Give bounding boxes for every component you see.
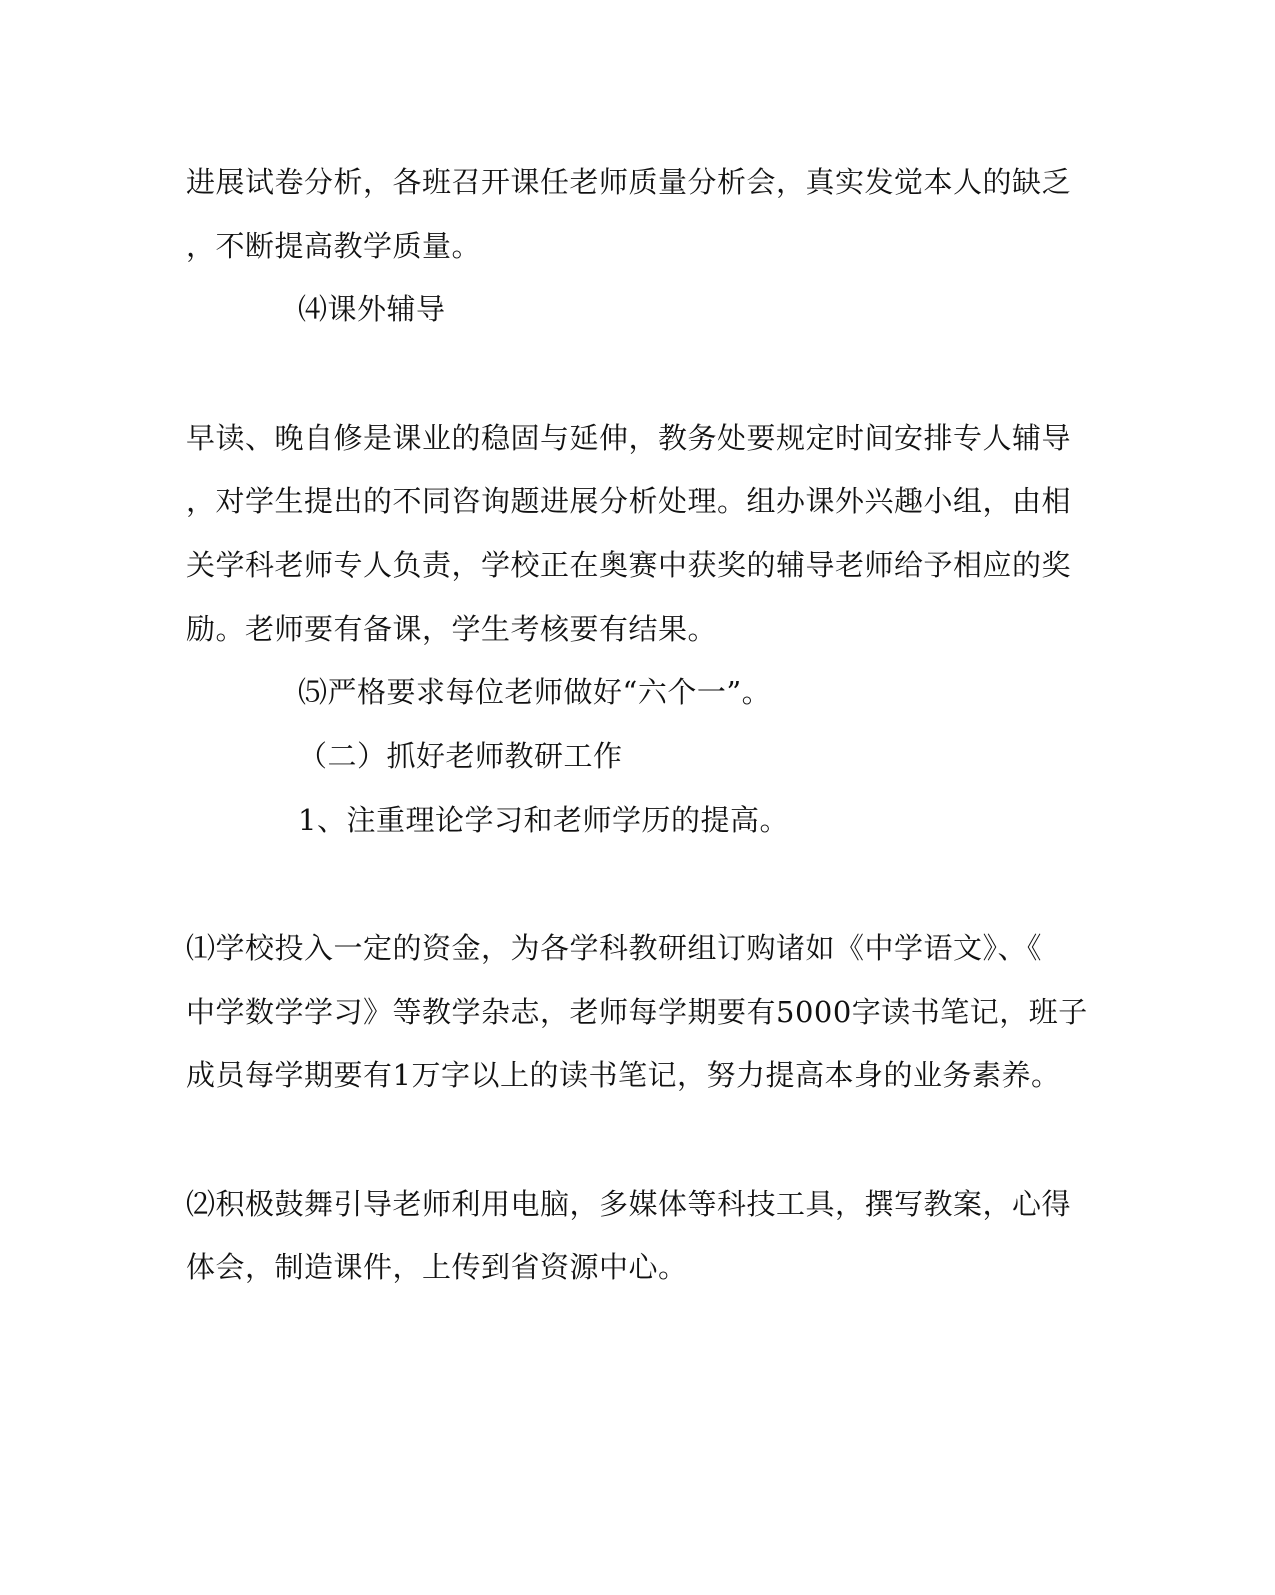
paragraph-line: ，对学生提出的不同咨询题进展分析处理。组办课外兴趣小组，由相 — [186, 484, 1072, 518]
section-heading: 1、注重理论学习和老师学历的提高。 — [298, 803, 789, 837]
paragraph-line: ⑴学校投入一定的资金，为各学科教研组订购诸如《中学语文》、《 — [186, 931, 1043, 965]
paragraph-line: 早读、晚自修是课业的稳固与延伸，教务处要规定时间安排专人辅导 — [186, 421, 1072, 455]
paragraph-line: 体会，制造课件，上传到省资源中心。 — [186, 1250, 688, 1284]
paragraph-line: 关学科老师专人负责，学校正在奥赛中获奖的辅导老师给予相应的奖 — [186, 548, 1072, 582]
paragraph-line: 进展试卷分析，各班召开课任老师质量分析会，真实发觉本人的缺乏 — [186, 165, 1072, 199]
section-heading: （二）抓好老师教研工作 — [298, 739, 623, 773]
paragraph-line: 中学数学学习》等教学杂志，老师每学期要有5000字读书笔记，班子 — [186, 995, 1088, 1029]
section-heading: ⑸严格要求每位老师做好“六个一”。 — [298, 675, 772, 709]
paragraph-line: 成员每学期要有1万字以上的读书笔记，努力提高本身的业务素养。 — [186, 1058, 1061, 1092]
paragraph-line: 励。老师要有备课，学生考核要有结果。 — [186, 612, 718, 646]
paragraph-line: ⑵积极鼓舞引导老师利用电脑，多媒体等科技工具，撰写教案，心得 — [186, 1187, 1072, 1221]
section-heading: ⑷课外辅导 — [298, 292, 446, 326]
paragraph-line: ，不断提高教学质量。 — [186, 229, 482, 263]
